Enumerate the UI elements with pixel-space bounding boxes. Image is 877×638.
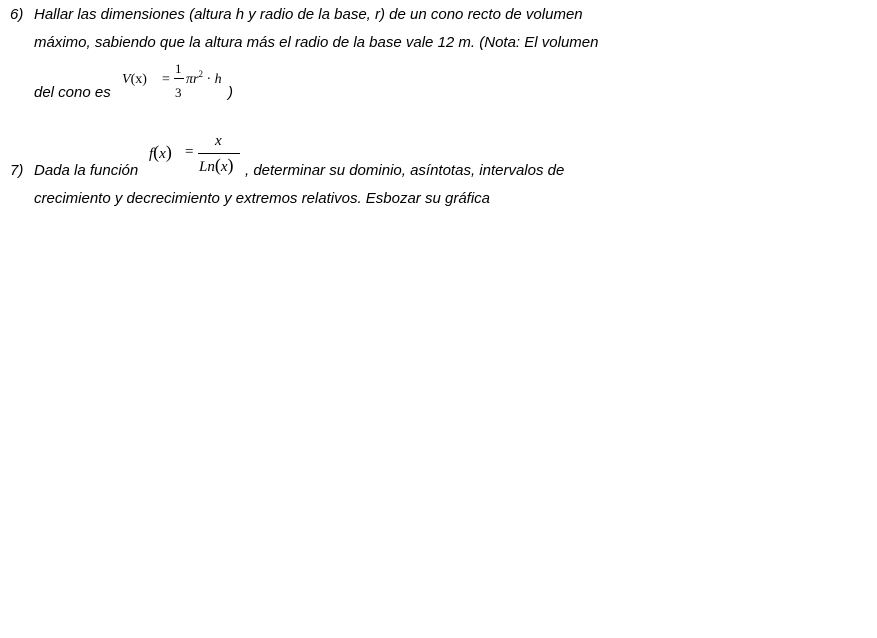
- formula-f-var: x: [159, 146, 166, 162]
- formula-f: f: [149, 146, 154, 162]
- formula-f-close-paren: ): [165, 142, 172, 162]
- formula-h: h: [214, 72, 222, 87]
- formula-fraction-bar: [174, 78, 184, 79]
- problem-7-line-1-prefix: Dada la función: [34, 162, 139, 179]
- formula-equals: =: [162, 72, 170, 87]
- problem-7-number: 7): [10, 162, 24, 179]
- formula-v: V: [122, 72, 131, 87]
- formula-f-den-fn: Ln: [199, 159, 215, 175]
- formula-pi: π: [186, 72, 194, 87]
- formula-f-fraction-bar: [198, 153, 240, 154]
- formula-f-den-var: x: [220, 159, 228, 175]
- problem-6-line-3-prefix: del cono es: [34, 84, 111, 101]
- formula-numerator: 1: [175, 61, 182, 76]
- formula-f-den-open-paren: (: [214, 155, 221, 175]
- problem-6-number: 6): [10, 6, 24, 23]
- formula-f-equals: =: [185, 144, 194, 160]
- formula-v-arg: (x): [130, 72, 147, 87]
- problem-7-line-1-suffix: , determinar su dominio, asíntotas, intervalos de: [245, 162, 565, 179]
- formula-dot: ·: [206, 72, 212, 87]
- formula-r: r: [193, 72, 199, 87]
- formula-exponent: 2: [198, 69, 203, 79]
- problem-6-closing-paren: ): [228, 84, 233, 101]
- problem-7-line-2: crecimiento y decrecimiento y extremos relativos. Esbozar su gráfica: [34, 190, 491, 207]
- problem-6-line-1: Hallar las dimensiones (altura h y radio de la base, r) de un cono recto de volumen: [34, 6, 583, 23]
- formula-f-numerator: x: [215, 133, 222, 149]
- formula-denominator: 3: [175, 85, 182, 100]
- problem-6-line-2: máximo, sabiendo que la altura más el radio de la base vale 12 m. (Nota: El volumen: [34, 34, 599, 51]
- formula-f-den-close-paren: ): [227, 155, 234, 175]
- formula-f-open-paren: (: [153, 142, 160, 162]
